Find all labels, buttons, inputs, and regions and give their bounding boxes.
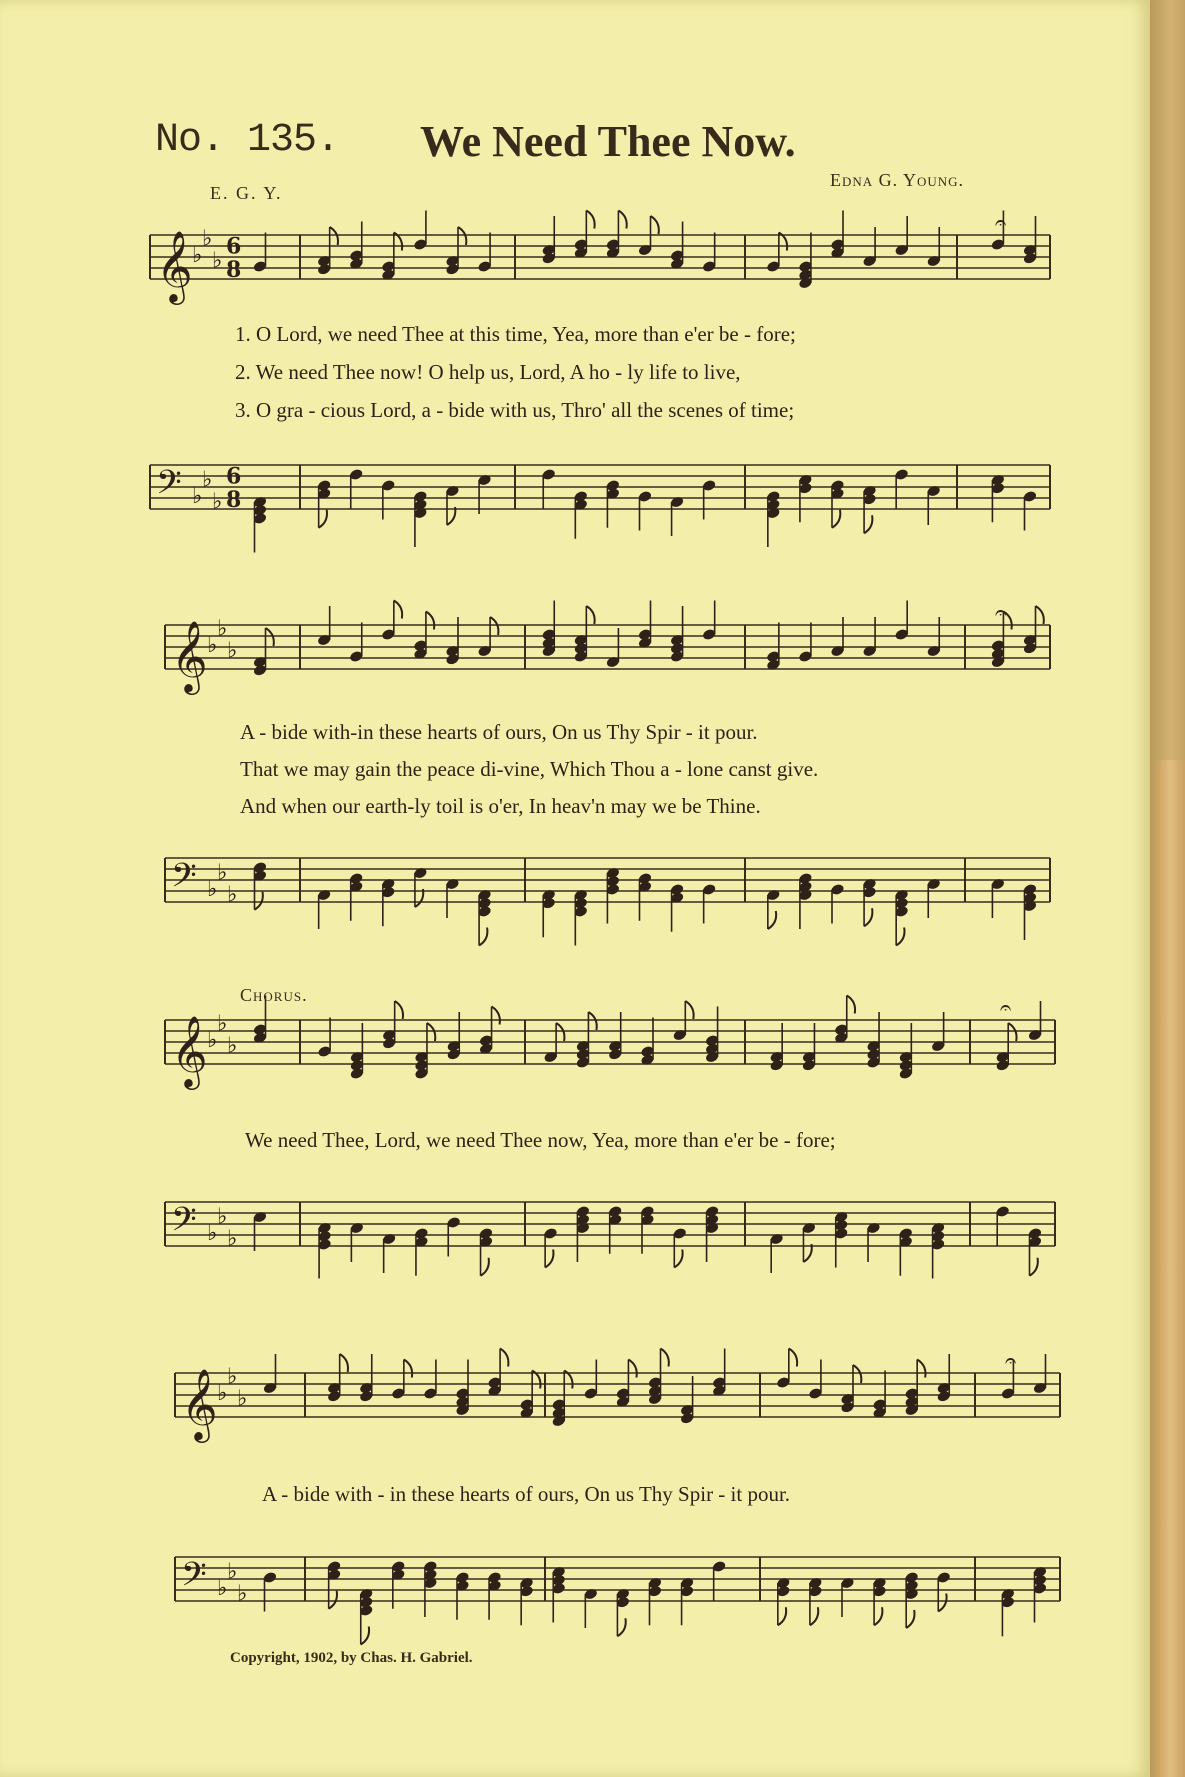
note-flag — [685, 1001, 693, 1019]
note-flag — [1008, 1023, 1016, 1041]
fermata-icon: 𝄐 — [1000, 995, 1012, 1019]
note-flag — [490, 617, 498, 635]
note-flag — [426, 612, 434, 630]
lyric-line-verse1: 1. O Lord, we need Thee at this time, Yea, more than e'er be - fore; — [235, 322, 796, 346]
bass-clef-icon: 𝄢 — [171, 857, 197, 903]
bass-clef-icon: 𝄢 — [171, 1201, 197, 1247]
flat-icon: ♭ — [227, 1033, 238, 1059]
flat-icon: ♭ — [207, 877, 218, 902]
note-flag — [628, 1360, 636, 1378]
note-flag — [789, 1349, 797, 1367]
flat-icon: ♭ — [207, 633, 218, 658]
treble-clef-icon: 𝄞 — [156, 229, 193, 302]
note-flag — [319, 510, 327, 528]
note-flag — [329, 1591, 337, 1609]
composer-name: Edna G. Young. — [830, 170, 965, 190]
note-flag — [906, 1610, 914, 1628]
note-flag — [340, 1354, 348, 1372]
treble-clef-icon: 𝄞 — [171, 619, 208, 692]
lyric-line-verse3-b: And when our earth-ly toil is o'er, In heav'n may we be Thine. — [240, 794, 761, 818]
note-flag — [1036, 606, 1044, 624]
note-flag — [404, 1360, 412, 1378]
note-flag — [617, 1618, 625, 1636]
note-flag — [266, 628, 274, 646]
note-flag — [1030, 1258, 1038, 1276]
note-flag — [938, 1594, 946, 1612]
note-flag — [481, 1258, 489, 1276]
hymn-number: No. 135. — [155, 118, 340, 163]
note-flag — [458, 227, 466, 245]
fermata-icon: 𝄐 — [995, 210, 1007, 234]
flat-icon: ♭ — [207, 1028, 218, 1053]
note-flag — [586, 211, 594, 229]
note-flag — [586, 606, 594, 624]
bass-clef-icon: 𝄢 — [156, 464, 182, 510]
lyric-line-chorus-2: A - bide with - in these hearts of ours, On us Thy Spir - it pour. — [262, 1482, 791, 1506]
note-flag — [853, 1365, 861, 1383]
time-signature-digit: 6 — [226, 233, 242, 260]
note-flag — [588, 1012, 596, 1030]
flat-icon: ♭ — [217, 616, 228, 642]
note-flag — [651, 216, 659, 234]
note-flag — [832, 510, 840, 528]
hymn-header — [155, 118, 1055, 178]
treble-staff — [0, 195, 1185, 319]
lyric-line-verse3: 3. O gra - cious Lord, a - bide with us, Thro' all the scenes of time; — [235, 398, 795, 422]
note-flag — [330, 227, 338, 245]
flat-icon: ♭ — [212, 489, 223, 515]
flat-icon: ♭ — [227, 1226, 238, 1252]
note-flag — [847, 996, 855, 1014]
note-flag — [545, 1250, 553, 1268]
note-flag — [394, 601, 402, 619]
note-flag — [661, 1349, 669, 1367]
lyricist-initials: E. G. Y. — [210, 183, 283, 203]
flat-icon: ♭ — [192, 484, 203, 509]
note-flag — [864, 908, 872, 926]
hymn-title: We Need Thee Now. — [420, 117, 796, 166]
bass-clef-icon: 𝄢 — [181, 1556, 207, 1602]
note-flag — [864, 515, 872, 533]
chorus-label: Chorus. — [240, 985, 308, 1005]
note-flag — [618, 211, 626, 229]
note-flag — [768, 911, 776, 929]
lyric-line-verse2-b: That we may gain the peace di-vine, Which Thou a - lone canst give. — [240, 757, 819, 781]
note-flag — [427, 1023, 435, 1041]
note-flag — [395, 1001, 403, 1019]
note-flag — [500, 1349, 508, 1367]
note-flag — [778, 1607, 786, 1625]
flat-icon: ♭ — [237, 1581, 248, 1607]
note-flag — [492, 1007, 500, 1025]
time-signature-digit: 8 — [226, 256, 242, 283]
bass-staff — [0, 818, 1185, 942]
lyric-line-verse2: 2. We need Thee now! O help us, Lord, A ho - ly life to live, — [235, 360, 741, 384]
flat-icon: ♭ — [202, 467, 213, 493]
treble-staff — [0, 1333, 1185, 1457]
treble-staff — [0, 585, 1185, 709]
flat-icon: ♭ — [237, 1386, 248, 1412]
flat-icon: ♭ — [227, 882, 238, 908]
note-flag — [556, 1023, 564, 1041]
bass-staff — [0, 425, 1185, 549]
flat-icon: ♭ — [227, 1364, 238, 1390]
note-flag — [810, 1607, 818, 1625]
note-flag — [917, 1360, 925, 1378]
fermata-icon: 𝄐 — [995, 600, 1007, 624]
time-signature-digit: 8 — [226, 486, 242, 513]
flat-icon: ♭ — [217, 1381, 228, 1406]
treble-clef-icon: 𝄞 — [181, 1367, 218, 1440]
flat-icon: ♭ — [217, 860, 228, 886]
flat-icon: ♭ — [202, 226, 213, 252]
bass-staff — [0, 1517, 1185, 1641]
flat-icon: ♭ — [207, 1221, 218, 1246]
bass-staff — [0, 1162, 1185, 1286]
flat-icon: ♭ — [212, 248, 223, 274]
note-flag — [674, 1250, 682, 1268]
flat-icon: ♭ — [217, 1576, 228, 1601]
flat-icon: ♭ — [227, 1559, 238, 1585]
lyric-line-verse1-b: A - bide with-in these hearts of ours, On us Thy Spir - it pour. — [240, 720, 758, 744]
treble-staff — [0, 980, 1185, 1104]
flat-icon: ♭ — [217, 1204, 228, 1230]
fermata-icon: 𝄐 — [1005, 1348, 1017, 1372]
lyric-line-chorus-1: We need Thee, Lord, we need Thee now, Yea, more than e'er be - fore; — [245, 1128, 836, 1152]
flat-icon: ♭ — [227, 638, 238, 664]
copyright-notice: Copyright, 1902, by Chas. H. Gabriel. — [230, 1650, 473, 1666]
treble-clef-icon: 𝄞 — [171, 1014, 208, 1087]
note-flag — [874, 1607, 882, 1625]
flat-icon: ♭ — [192, 243, 203, 268]
note-flag — [255, 892, 263, 910]
flat-icon: ♭ — [217, 1011, 228, 1037]
time-signature-digit: 6 — [226, 463, 242, 490]
